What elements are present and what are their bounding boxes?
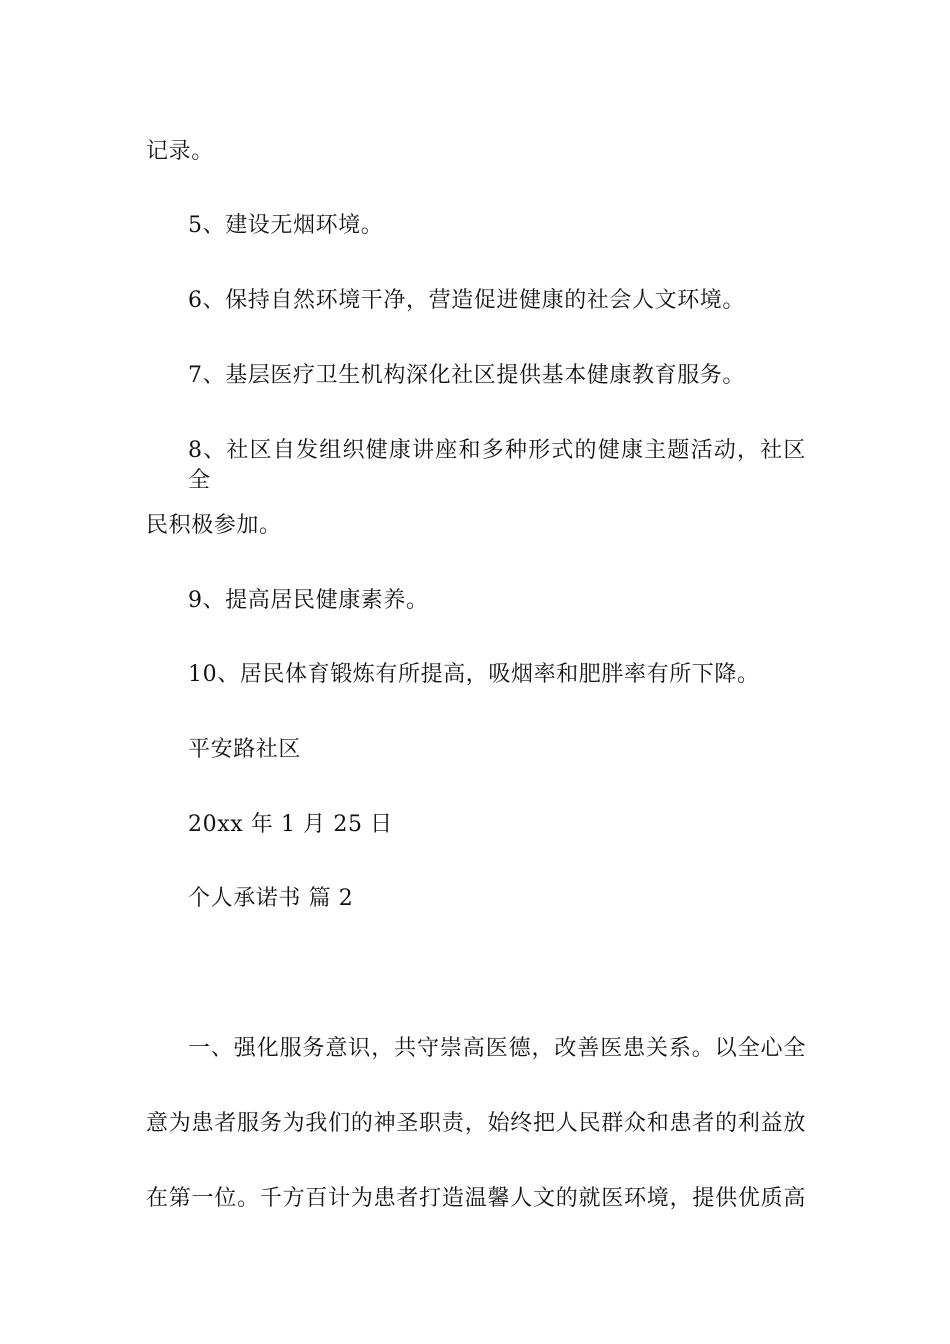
list-item-8: 8、社区自发组织健康讲座和多种形式的健康主题活动，社区全	[188, 438, 806, 493]
list-item-10: 10、居民体育锻炼有所提高，吸烟率和肥胖率有所下降。	[188, 662, 760, 687]
signature-date: 20xx 年 1 月 25 日	[188, 812, 393, 837]
list-item-9: 9、提高居民健康素养。	[188, 588, 429, 613]
paragraph-line: 意为患者服务为我们的神圣职责，始终把人民群众和患者的利益放	[146, 1111, 806, 1136]
list-item-7: 7、基层医疗卫生机构深化社区提供基本健康教育服务。	[188, 363, 745, 388]
paragraph-line: 在第一位。千方百计为患者打造温馨人文的就医环境，提供优质高	[146, 1186, 806, 1211]
section-title: 个人承诺书 篇 2	[188, 886, 354, 911]
list-item-5: 5、建设无烟环境。	[188, 213, 384, 238]
list-item-6: 6、保持自然环境干净，营造促进健康的社会人文环境。	[188, 288, 745, 313]
paragraph-line: 一、强化服务意识，共守崇高医德，改善医患关系。以全心全	[188, 1036, 806, 1061]
list-item-8-continued: 民积极参加。	[146, 513, 282, 538]
signature-community: 平安路社区	[188, 737, 302, 762]
paragraph-line: 记录。	[146, 139, 214, 164]
